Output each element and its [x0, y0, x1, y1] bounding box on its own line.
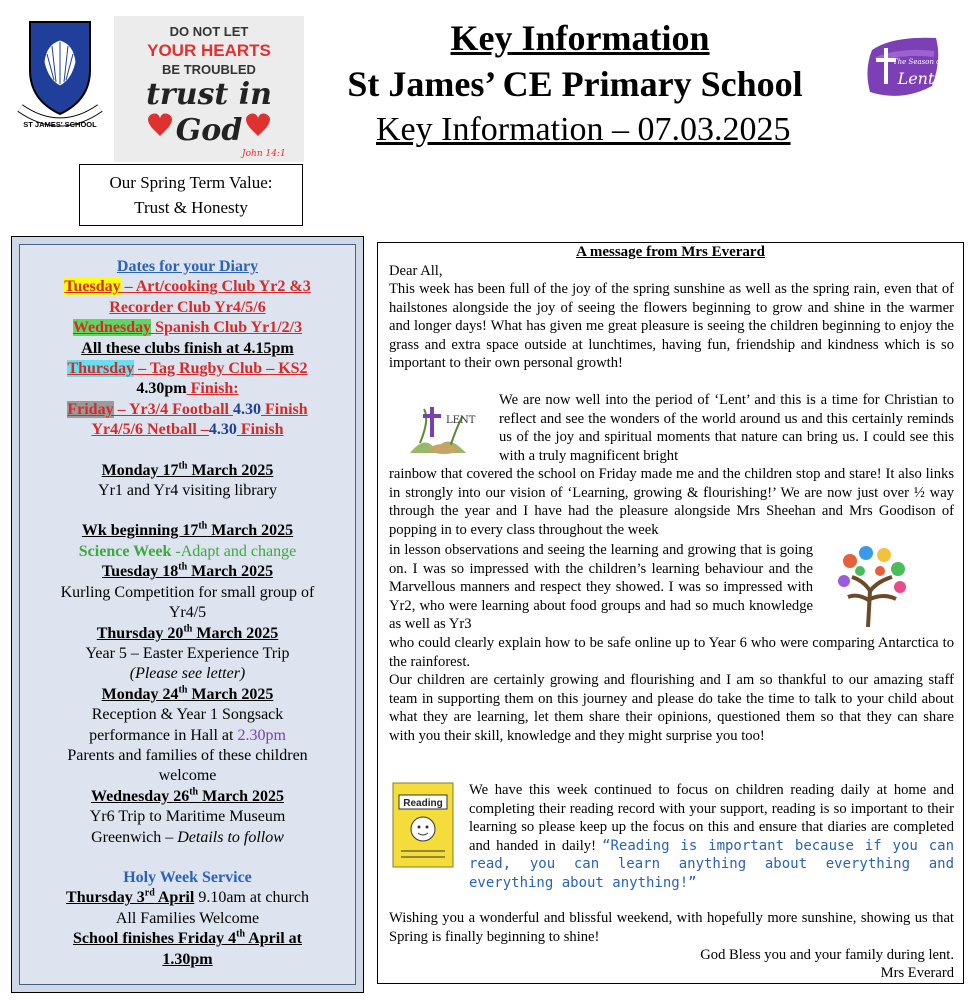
message-para2-c: in lesson observations and seeing the learning and growing that is going on. I was so impressed with the children’s learning behaviour and the Marvellous manners and respect they showed. I was so impressed with Yr2, who were learning about food groups and had so much knowledge as well as Yr3: [389, 542, 813, 632]
diary-mon24-detail1: Reception & Year 1 Songsack: [91, 706, 284, 724]
diary-science-week: Science Week -Adapt and change: [78, 542, 297, 560]
value-box-line1: Our Spring Term Value:: [109, 173, 273, 192]
diary-mon17-heading: Monday 17th March 2025: [101, 460, 274, 479]
message-heading: A message from Mrs Everard: [576, 244, 765, 260]
message-signature: Mrs Everard: [880, 965, 954, 981]
lent-illustration-text: LENT: [446, 415, 476, 426]
message-greeting: Dear All,: [389, 263, 443, 279]
learning-tree-illustration: [834, 541, 910, 629]
lent-season-logo: [862, 30, 946, 106]
message-para3: Our children are certainly growing and flourishing and I am so thankful to our amazing staff team in supporting them on this journey and please do take the time to talk to your child about what they are learning, let them share their opinions, questioned them so that they can share with you their skill, knowledge and they might surprise you too!: [389, 672, 954, 744]
reading-quote: “Reading is important because if you can read, you can learn anything about everything and everything about anything!”: [469, 837, 954, 891]
school-crest-logo: [16, 18, 104, 138]
diary-wed26-detail2: Greenwich – Details to follow: [91, 828, 284, 846]
diary-friday-text1: – Yr3/4 Football: [113, 400, 233, 418]
diary-clubs-finish: All these clubs finish at 4.15pm: [81, 339, 294, 357]
diary-tue18-detail1: Kurling Competition for small group of: [60, 583, 315, 601]
diary-tuesday-text: – Art/cooking Club Yr2 &3: [120, 278, 311, 296]
message-para2-d: who could clearly explain how to be safe online up to Year 6 who were comparing Antarctica to the rainforest.: [389, 635, 954, 670]
value-box-line2: Trust & Honesty: [134, 198, 248, 217]
diary-wed26-heading: Wednesday 26th March 2025: [90, 786, 285, 805]
diary-wk-heading: Wk beginning 17th March 2025: [81, 521, 294, 540]
lent-illustration: [406, 403, 476, 459]
message-para4: We have this week continued to focus on children reading daily at home and completing their reading record with your support, reading is so important to their learning so please keep up the focus on this and ensure that diaries are completed and handed in daily!: [469, 782, 954, 854]
message-para4-block: [389, 781, 954, 892]
diary-thursday-finish: Finish:: [186, 380, 239, 398]
diary-thursday-text: – Tag Rugby Club – KS2: [134, 360, 308, 378]
diary-school-finishes-time: 1.30pm: [162, 950, 213, 968]
diary-friday-finish2: Finish: [236, 421, 284, 439]
diary-tue18-detail2: Yr4/5: [168, 604, 207, 622]
diary-mon24-heading: Monday 24th March 2025: [101, 684, 274, 703]
page-title-date: Key Information – 07.03.2025: [376, 111, 791, 148]
diary-thu3: Thursday 3rd April 9.10am at church: [66, 888, 309, 907]
reading-record-text: Reading: [403, 798, 443, 809]
diary-all-families: All Families Welcome: [115, 909, 260, 927]
poster-line5: God: [175, 113, 243, 148]
diary-thu20-heading: Thursday 20th March 2025: [96, 623, 279, 642]
message-blessing: God Bless you and your family during lent.: [700, 947, 954, 963]
diary-thursday-time: 4.30pm: [136, 380, 187, 398]
diary-tue18-heading: Tuesday 18th March 2025: [101, 561, 274, 581]
diary-friday: Friday: [67, 400, 114, 418]
poster-line3: BE TROUBLED: [162, 62, 256, 77]
diary-mon24-detail4: welcome: [158, 767, 217, 785]
page-title-key-information: Key Information: [450, 18, 710, 58]
diary-mon17-detail: Yr1 and Yr4 visiting library: [98, 482, 277, 500]
message-panel: [377, 242, 964, 984]
diary-school-finishes: School finishes Friday 4th April at: [73, 928, 302, 948]
diary-tuesday: Tuesday: [64, 278, 121, 296]
diary-wed26-detail1: Yr6 Trip to Maritime Museum: [89, 808, 286, 826]
diary-mon24-detail2: performance in Hall at 2.30pm: [89, 726, 286, 744]
lent-logo-line2: Lent: [897, 69, 935, 88]
diary-thu20-detail1: Year 5 – Easter Experience Trip: [85, 644, 290, 662]
diary-wednesday-text: Spanish Club Yr1/2/3: [151, 319, 303, 337]
message-para1: This week has been full of the joy of the spring sunshine as well as the spring rain, even that of hailstones alongside the joy of seeing the flowers beginning to grow and shine in the warmer and longer days! What has given me great pleasure is seeing the children beginning to enjoy the grass and extra space outside at lunchtimes, having fun, friendship and kindness which is so important to their own personal growth!: [389, 281, 954, 371]
diary-friday-time2: 4.30: [208, 421, 237, 439]
diary-recorder-club: Recorder Club Yr4/5/6: [109, 298, 266, 316]
spring-term-value-box: [79, 164, 303, 226]
diary-mon24-detail3: Parents and families of these children: [67, 746, 308, 764]
diary-friday-time1: 4.30: [232, 400, 261, 418]
school-name: St James’ CE Primary School: [347, 64, 803, 104]
poster-line2: YOUR HEARTS: [147, 41, 271, 60]
lent-logo-line1: The Season of: [892, 58, 944, 66]
diary-thursday: Thursday: [67, 360, 135, 378]
school-crest-text: ST JAMES' SCHOOL: [23, 120, 97, 129]
poster-line1: DO NOT LET: [169, 24, 249, 39]
diary-thu20-detail2: (Please see letter): [129, 665, 246, 683]
message-para2-b: rainbow that covered the school on Friday made me and the children stop and stare! It also links in strongly into our vision of ‘Learning, growing & flourishing!’ We are now just over ½ way through the year and I have had the pleasure alongside Mrs Sheehan and Mrs Goodison of popping in to every class throughout the week: [389, 466, 954, 538]
poster-verse: John 14:1: [242, 149, 286, 159]
diary-panel: [11, 236, 364, 993]
message-closing: Wishing you a wonderful and blissful weekend, with hopefully more sunshine, showing us that Spring is finally beginning to shine!: [389, 910, 954, 945]
trust-in-god-poster: [114, 16, 304, 162]
diary-list: [20, 257, 355, 970]
diary-heading: Dates for your Diary: [116, 258, 259, 275]
diary-panel-inner: [19, 244, 356, 985]
message-para2-a: We are now well into the period of ‘Lent’ and this is a time for Christian to reflect and see the wonders of the world around us and this certainly reminds us of the joy and spiritual moments that nature can bring us. I could see this with a truly magnificent bright: [499, 392, 954, 464]
diary-wednesday: Wednesday: [72, 319, 152, 337]
poster-line4: trust in: [146, 77, 272, 112]
diary-friday-text2: Yr4/5/6 Netball –: [91, 421, 209, 439]
diary-friday-finish1: Finish: [260, 400, 308, 418]
diary-holy-week: Holy Week Service: [123, 868, 252, 886]
